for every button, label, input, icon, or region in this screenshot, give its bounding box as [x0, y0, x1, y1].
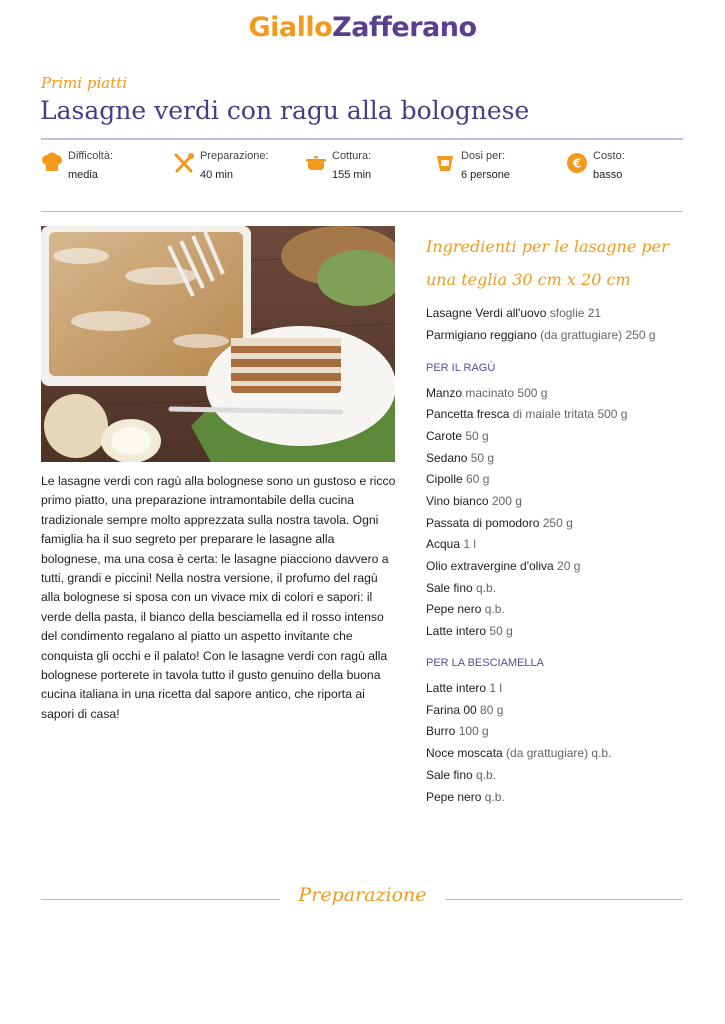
recipe-category[interactable]: Primi piatti — [41, 74, 128, 92]
ingredient-item — [426, 703, 503, 717]
ingredient-name[interactable]: Pancetta fresca — [426, 407, 510, 421]
ingredient-detail: 50 g — [470, 451, 495, 465]
preparation-title: Preparazione — [298, 884, 427, 906]
info-value: basso — [593, 169, 623, 181]
ingredient-detail: 250 g — [542, 516, 573, 530]
ingredient-name[interactable]: Sedano — [426, 451, 468, 465]
ingredient-detail: 1 l — [489, 681, 503, 695]
ingredient-item — [426, 724, 489, 738]
ingredient-detail: 50 g — [465, 429, 489, 443]
ingredient-name[interactable]: Noce moscata — [426, 746, 503, 760]
ingredient-name[interactable]: Manzo — [426, 386, 463, 400]
info-label: Preparazione: — [200, 150, 269, 162]
ingredient-item — [426, 306, 601, 320]
ingredient-name[interactable]: Farina 00 — [426, 703, 477, 717]
info-label: Dosi per: — [461, 150, 506, 162]
info-value: 155 min — [332, 169, 372, 181]
title-divider — [41, 138, 683, 140]
ingredient-detail: 20 g — [557, 559, 581, 573]
ingredient-item — [426, 624, 513, 638]
utensils-icon — [173, 152, 195, 174]
info-value: 6 persone — [461, 169, 510, 181]
besciamella-section-label: PER LA BESCIAMELLA — [426, 657, 544, 669]
pot-icon — [305, 152, 327, 174]
brand-part1: Giallo — [248, 12, 333, 43]
ingredient-item — [426, 516, 573, 530]
ingredient-detail: 1 l — [463, 537, 477, 551]
ingredient-item — [426, 537, 476, 551]
preparation-divider-right — [445, 899, 683, 900]
euro-icon — [566, 152, 588, 174]
ingredient-name[interactable]: Parmigiano reggiano — [426, 328, 537, 342]
bowl-icon — [434, 152, 456, 174]
ingredient-name[interactable]: Passata di pomodoro — [426, 516, 540, 530]
ingredient-detail: q.b. — [476, 768, 497, 782]
ingredient-detail: q.b. — [476, 581, 497, 595]
ingredient-item — [426, 386, 547, 400]
brand-logo[interactable] — [0, 12, 725, 43]
ingredient-item — [426, 451, 494, 465]
info-label: Difficoltà: — [68, 150, 114, 162]
ingredient-detail: sfoglie 21 — [549, 306, 602, 320]
ingredient-detail: (da grattugiare) 250 g — [540, 328, 656, 342]
ingredient-item — [426, 768, 496, 782]
preparation-divider-left — [41, 899, 280, 900]
info-label: Costo: — [593, 150, 625, 162]
ingredient-name[interactable]: Sale fino — [426, 581, 473, 595]
recipe-description: Le lasagne verdi con ragù alla bolognese sono un gustoso e ricco primo piatto, una preparazione intramontabile della cucina tradizionale sempre molto apprezzata sulla nostra tavola. Ogni famiglia ha il suo segreto per preparare le lasagne alla bolognese, ma una cosa è certa: le lasagne piacciono davvero a tutti, grandi e piccini! Nella nostra versione, il profumo del ragù alla bolognese si sposa con un vivace mix di colori e sapori: il verde della pasta, il bianco della besciamella ed il rosso intenso del condimento regalano al piatto un aspetto invitante che conquista gli occhi e il palato! Con le lasagne verdi con ragù alla bolognese porterete in tavola tutto il gusto genuino della buona cucina italiana in una ricetta dal sapore antico, che riporta ai sapori di casa! — [41, 474, 396, 721]
ingredient-name[interactable]: Burro — [426, 724, 456, 738]
info-value: 40 min — [200, 169, 234, 181]
ingredient-detail: (da grattugiare) q.b. — [506, 746, 612, 760]
ragu-section-label: PER IL RAGÙ — [426, 362, 496, 374]
ingredient-item — [426, 328, 656, 342]
ingredient-item — [426, 472, 489, 486]
ingredient-name[interactable]: Cipolle — [426, 472, 463, 486]
ingredient-detail: macinato 500 g — [465, 386, 548, 400]
ingredient-name[interactable]: Carote — [426, 429, 463, 443]
ingredient-item — [426, 429, 489, 443]
ingredient-detail: 200 g — [491, 494, 522, 508]
ingredient-name[interactable]: Pepe nero — [426, 602, 482, 616]
info-label: Cottura: — [332, 150, 372, 162]
ingredient-detail: 50 g — [489, 624, 513, 638]
ingredients-title: Ingredienti per le lasagne per una teglia 30 cm x 20 cm — [426, 237, 669, 289]
page-title: Lasagne verdi con ragu alla bolognese — [40, 96, 530, 125]
ingredient-item — [426, 681, 502, 695]
ingredient-item — [426, 407, 627, 421]
ingredient-item — [426, 581, 496, 595]
brand-part2: Zafferano — [332, 12, 477, 43]
ingredient-name[interactable]: Pepe nero — [426, 790, 482, 804]
ingredient-detail: 100 g — [458, 724, 489, 738]
svg-text:€: € — [572, 156, 582, 171]
ingredient-detail: di maiale tritata 500 g — [512, 407, 628, 421]
ingredient-name[interactable]: Sale fino — [426, 768, 473, 782]
ingredient-name[interactable]: Latte intero — [426, 681, 487, 695]
ingredient-name[interactable]: Lasagne Verdi all'uovo — [426, 306, 547, 320]
ingredient-item — [426, 790, 505, 804]
ingredient-detail: 60 g — [466, 472, 490, 486]
info-divider — [41, 211, 683, 212]
ingredient-name[interactable]: Vino bianco — [426, 494, 489, 508]
ingredient-item — [426, 746, 611, 760]
ingredient-item — [426, 494, 522, 508]
ingredient-item — [426, 602, 505, 616]
ingredient-item — [426, 559, 580, 573]
recipe-photo — [41, 226, 395, 462]
ingredient-name[interactable]: Acqua — [426, 537, 461, 551]
chef-hat-icon — [41, 152, 63, 174]
ingredient-detail: q.b. — [484, 790, 505, 804]
ingredient-name[interactable]: Latte intero — [426, 624, 487, 638]
ingredient-detail: q.b. — [484, 602, 505, 616]
ingredient-detail: 80 g — [480, 703, 504, 717]
info-value: media — [68, 169, 98, 181]
ingredient-name[interactable]: Olio extravergine d'oliva — [426, 559, 554, 573]
